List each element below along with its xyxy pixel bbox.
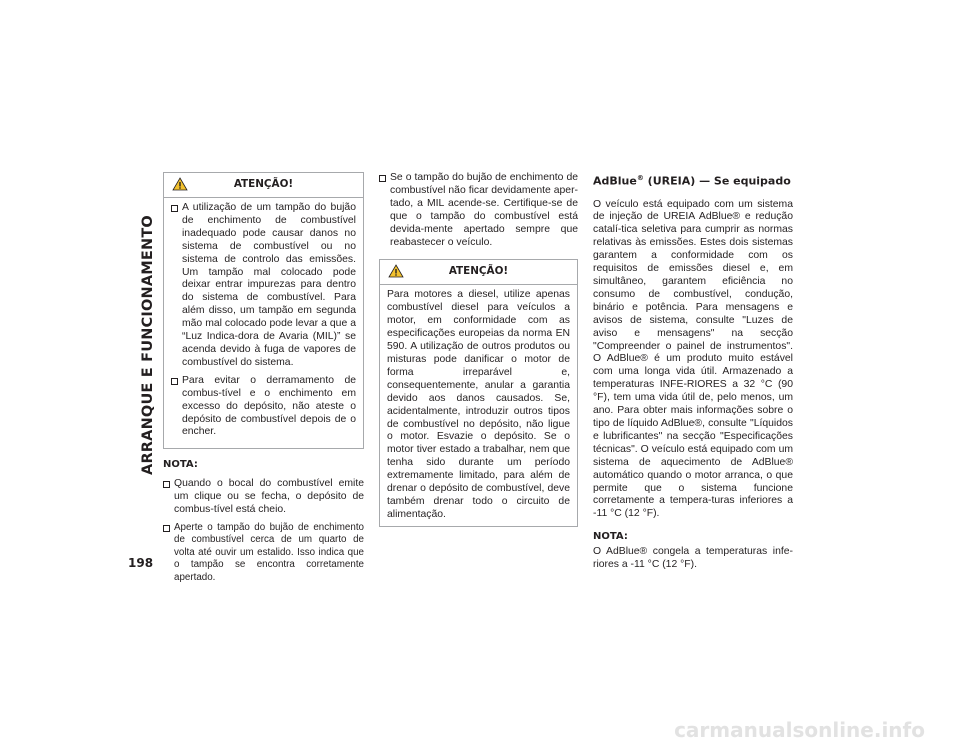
warning-text: Para motores a diesel, utilize apenas combustível diesel para veículos a motor, em conformidade com as especificações europeias da norma EN 590. A utilização de outros produtos ou misturas pode danificar o motor de forma irreparável e, consequentemente, anular a garantia devido aos danos causados. Se, acidentalmente, introduzir outros tipos de combustível no depósito, não ligue o motor. Esvazie o depósito. Se o motor tiver estado a trabalhar, nem que tenha sido durante um período extremamente limitado, para além de drenar o depósito de combustível, deve também drenar todo o circuito de alimentação. bbox=[387, 289, 570, 520]
note-label: NOTA: bbox=[593, 531, 628, 543]
warning-header bbox=[164, 173, 363, 198]
warning-title: ATENÇÃO! bbox=[448, 265, 509, 278]
watermark: carmanualsonline.info bbox=[674, 718, 925, 742]
bullet-square-icon bbox=[171, 378, 178, 385]
warning-body bbox=[164, 198, 363, 448]
warning-title: ATENÇÃO! bbox=[233, 178, 294, 190]
warning-header bbox=[380, 260, 577, 285]
note-text: O AdBlue® congela a temperaturas infe-riores a -11 °C (12 °F). bbox=[593, 546, 793, 571]
column-1 bbox=[163, 172, 364, 589]
bullet-square-icon bbox=[379, 175, 386, 182]
warning-box-2 bbox=[379, 259, 578, 526]
adblue-paragraph: O veículo está equipado com um sistema de injeção de UREIA AdBlue® e redução catalí-tica seletiva para cumprir as normas relativas às emissões. Estes dois sistemas garantem a conformidade com os requisitos de emissões diesel e, em simultâneo, garantem eficiência no consumo de combustível, condução, binário e potência. Para mensagens e avisos de sistema, consulte "Luzes de aviso e mensagens" na secção "Compreender o painel de instrumentos". O AdBlue® é um produto muito estável com uma longa vida útil. Armazenado a temperaturas INFE-RIORES a 32 °C (90 °F), tem uma vida útil de, pelo menos, um ano. Para obter mais informações sobre o tipo de líquido AdBlue®, consulte "Líquidos e lubrificantes" na secção "Especificações técnicas". O veículo está equipado com um sistema de aquecimento de AdBlue® automático quando o motor arranca, o que permite que o sistema funcione corretamente a tempera-turas inferiores a -11 °C (12 °F). bbox=[593, 198, 793, 520]
bullet-square-icon bbox=[163, 525, 170, 532]
note-bullet: Quando o bocal do combustível emite um clique ou se fecha, o depósito de combus-tível está cheio. bbox=[163, 478, 364, 517]
section-side-title-text: ARRANQUE E FUNCIONAMENTO bbox=[140, 214, 156, 475]
section-side-title bbox=[137, 172, 159, 517]
footer bbox=[0, 718, 960, 742]
note-label: NOTA: bbox=[163, 459, 198, 471]
section-heading: AdBlue® (UREIA) — Se equipado bbox=[593, 174, 791, 188]
page-number: 198 bbox=[128, 556, 154, 570]
warning-bullet: Para evitar o derramamento de combus-tível e o enchimento em excesso do depósito, não ateste o depósito de combustível depois de o encher. bbox=[171, 375, 356, 440]
note-bullet: Aperte o tampão do bujão de enchimento de combustível cerca de um quarto de volta até ouvir um estalido. Isso indica que o tampão se encontra corretamente apertado. bbox=[163, 522, 364, 585]
column-2 bbox=[379, 172, 578, 527]
warning-box-1 bbox=[163, 172, 364, 449]
column-3 bbox=[593, 172, 793, 572]
bullet-square-icon bbox=[171, 205, 178, 212]
warning-bullet: A utilização de um tampão do bujão de enchimento de combustível inadequado pode causar danos no sistema de combustível ou no sistema de controlo das emissões. Um tampão mal colocado pode deixar entrar impurezas para dentro do sistema de combustível. Para além disso, um tampão em segunda mão mal colocado pode levar a que a “Luz Indica-dora de Avaria (MIL)” se acenda devido à fuga de vapores de combustível do sistema. bbox=[171, 202, 356, 370]
warning-body bbox=[380, 285, 577, 525]
bullet-square-icon bbox=[163, 481, 170, 488]
fuel-cap-bullet: Se o tampão do bujão de enchimento de combustível não ficar devidamente aper-tado, a MIL acende-se. Certifique-se de que o tampão do combustível está devida-mente apertado sempre que reabastecer o veículo. bbox=[379, 172, 578, 249]
